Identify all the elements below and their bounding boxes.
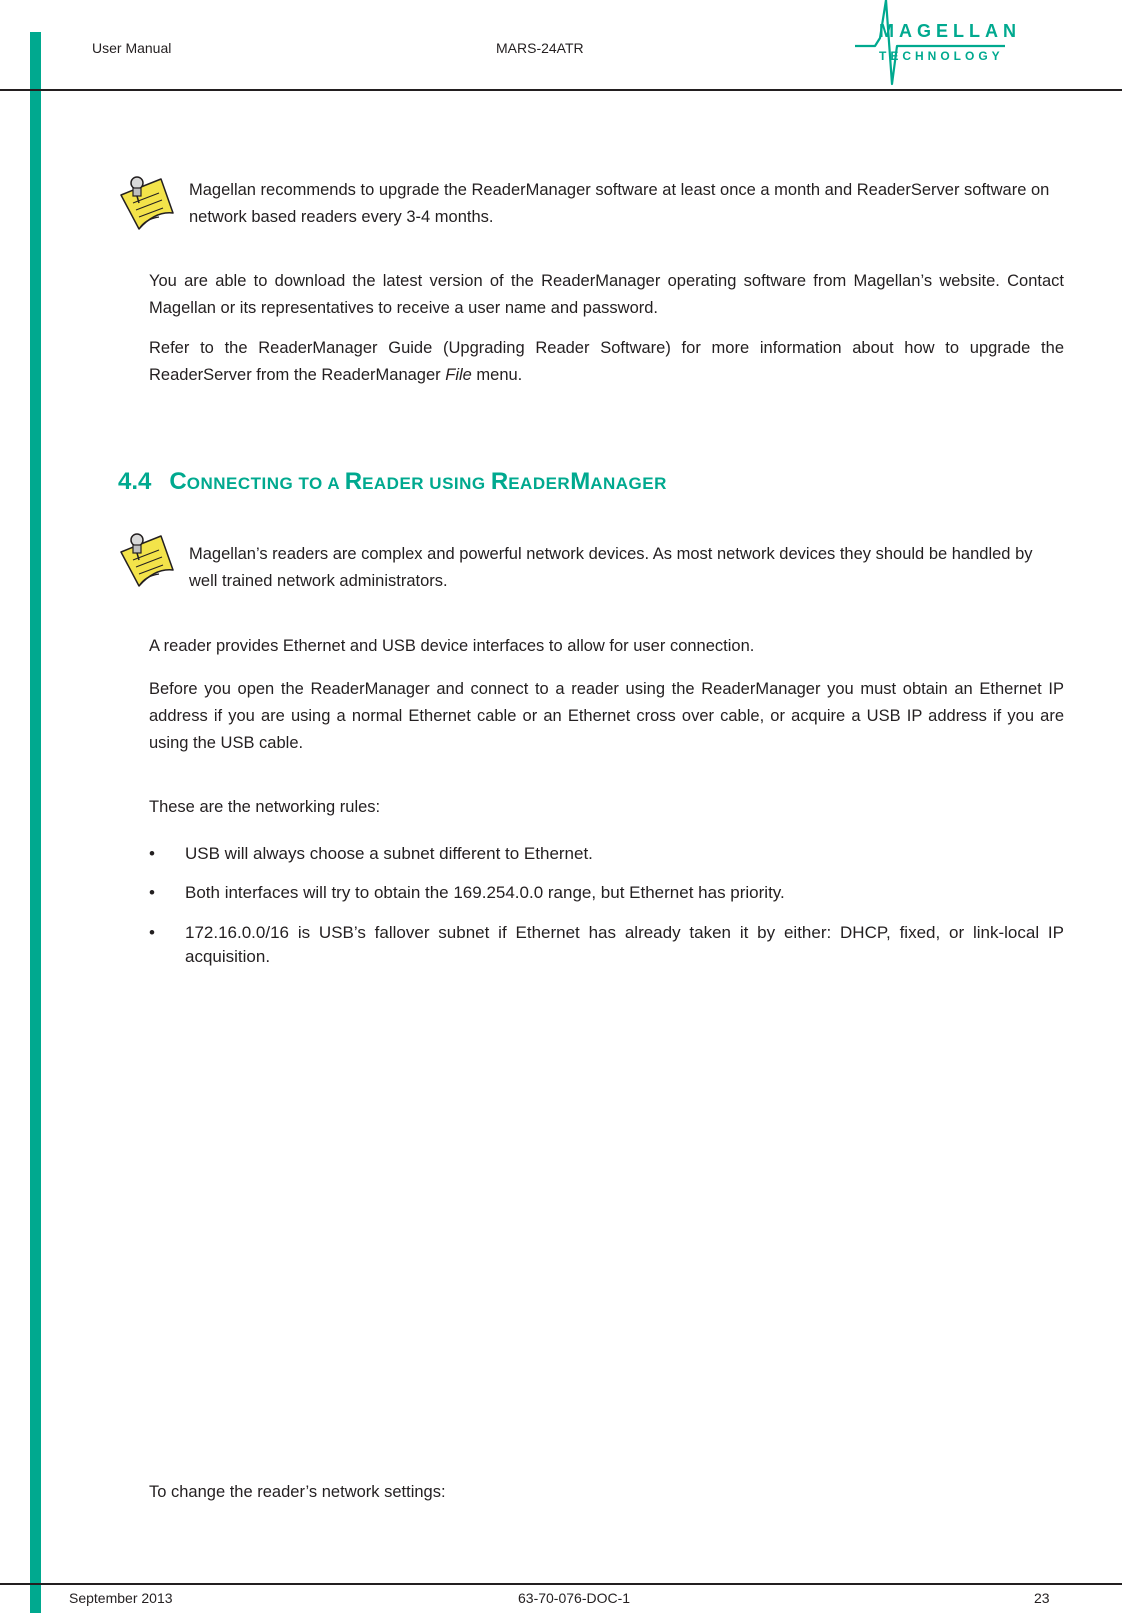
footer-doc-number: 63-70-076-DOC-1: [518, 1590, 631, 1606]
pinned-note-icon: [115, 173, 177, 231]
paragraph-interfaces: A reader provides Ethernet and USB device interfaces to allow for user connection.: [149, 637, 755, 655]
pinned-note-icon: [115, 530, 177, 588]
note-recommend-upgrade: Magellan recommends to upgrade the ReaderManager software at least once a month and ReaderServer software on network based readers every 3-4 months.: [189, 181, 1050, 226]
logo-text-top: MAGELLAN: [879, 21, 1021, 41]
bullet-item: 172.16.0.0/16 is USB’s fallover subnet if Ethernet has already taken it by either: DHCP, fixed, or link-local IP acquisition.: [185, 923, 1064, 966]
left-accent-bar: [30, 32, 41, 1613]
note-network-devices: Magellan’s readers are complex and powerful network devices. As most network devices they should be handled by well trained network administrators.: [189, 545, 1033, 590]
paragraph-refer-end: menu.: [471, 366, 523, 384]
magellan-logo: [855, 0, 1035, 90]
bullet-marker: •: [149, 923, 155, 942]
paragraph-change-settings: To change the reader’s network settings:: [149, 1483, 446, 1501]
section-heading: 4.4 CONNECTING TO A READER USING READERMANAGER: [118, 468, 667, 495]
footer-date: September 2013: [69, 1590, 173, 1606]
footer-rule: [0, 1583, 1122, 1585]
bullet-marker: •: [149, 883, 155, 902]
header-left: User Manual: [92, 40, 172, 56]
logo-text-bottom: TECHNOLOGY: [879, 49, 1004, 63]
header-center: MARS-24ATR: [496, 40, 584, 56]
footer-page-number: 23: [1034, 1590, 1050, 1606]
paragraph-ip-address: Before you open the ReaderManager and connect to a reader using the ReaderManager you must obtain an Ethernet IP address if you are using a normal Ethernet cable or an Ethernet cross over cable, or acquire a USB IP address if you are using the USB cable.: [149, 680, 1064, 752]
paragraph-refer-text: Refer to the ReaderManager Guide (Upgrading Reader Software) for more information about how to upgrade the ReaderServer from the ReaderManager: [149, 339, 1064, 384]
paragraph-refer: [149, 335, 1064, 389]
bullet-item: USB will always choose a subnet different to Ethernet.: [185, 844, 593, 863]
bullet-item: Both interfaces will try to obtain the 169.254.0.0 range, but Ethernet has priority.: [185, 883, 785, 902]
section-number: 4.4: [118, 468, 152, 495]
paragraph-rules-intro: These are the networking rules:: [149, 798, 381, 816]
bullet-marker: •: [149, 844, 155, 863]
paragraph-download: You are able to download the latest version of the ReaderManager operating software from Magellan’s website. Contact Magellan or its representatives to receive a user name and password.: [149, 272, 1064, 317]
file-menu-term: File: [445, 366, 472, 384]
